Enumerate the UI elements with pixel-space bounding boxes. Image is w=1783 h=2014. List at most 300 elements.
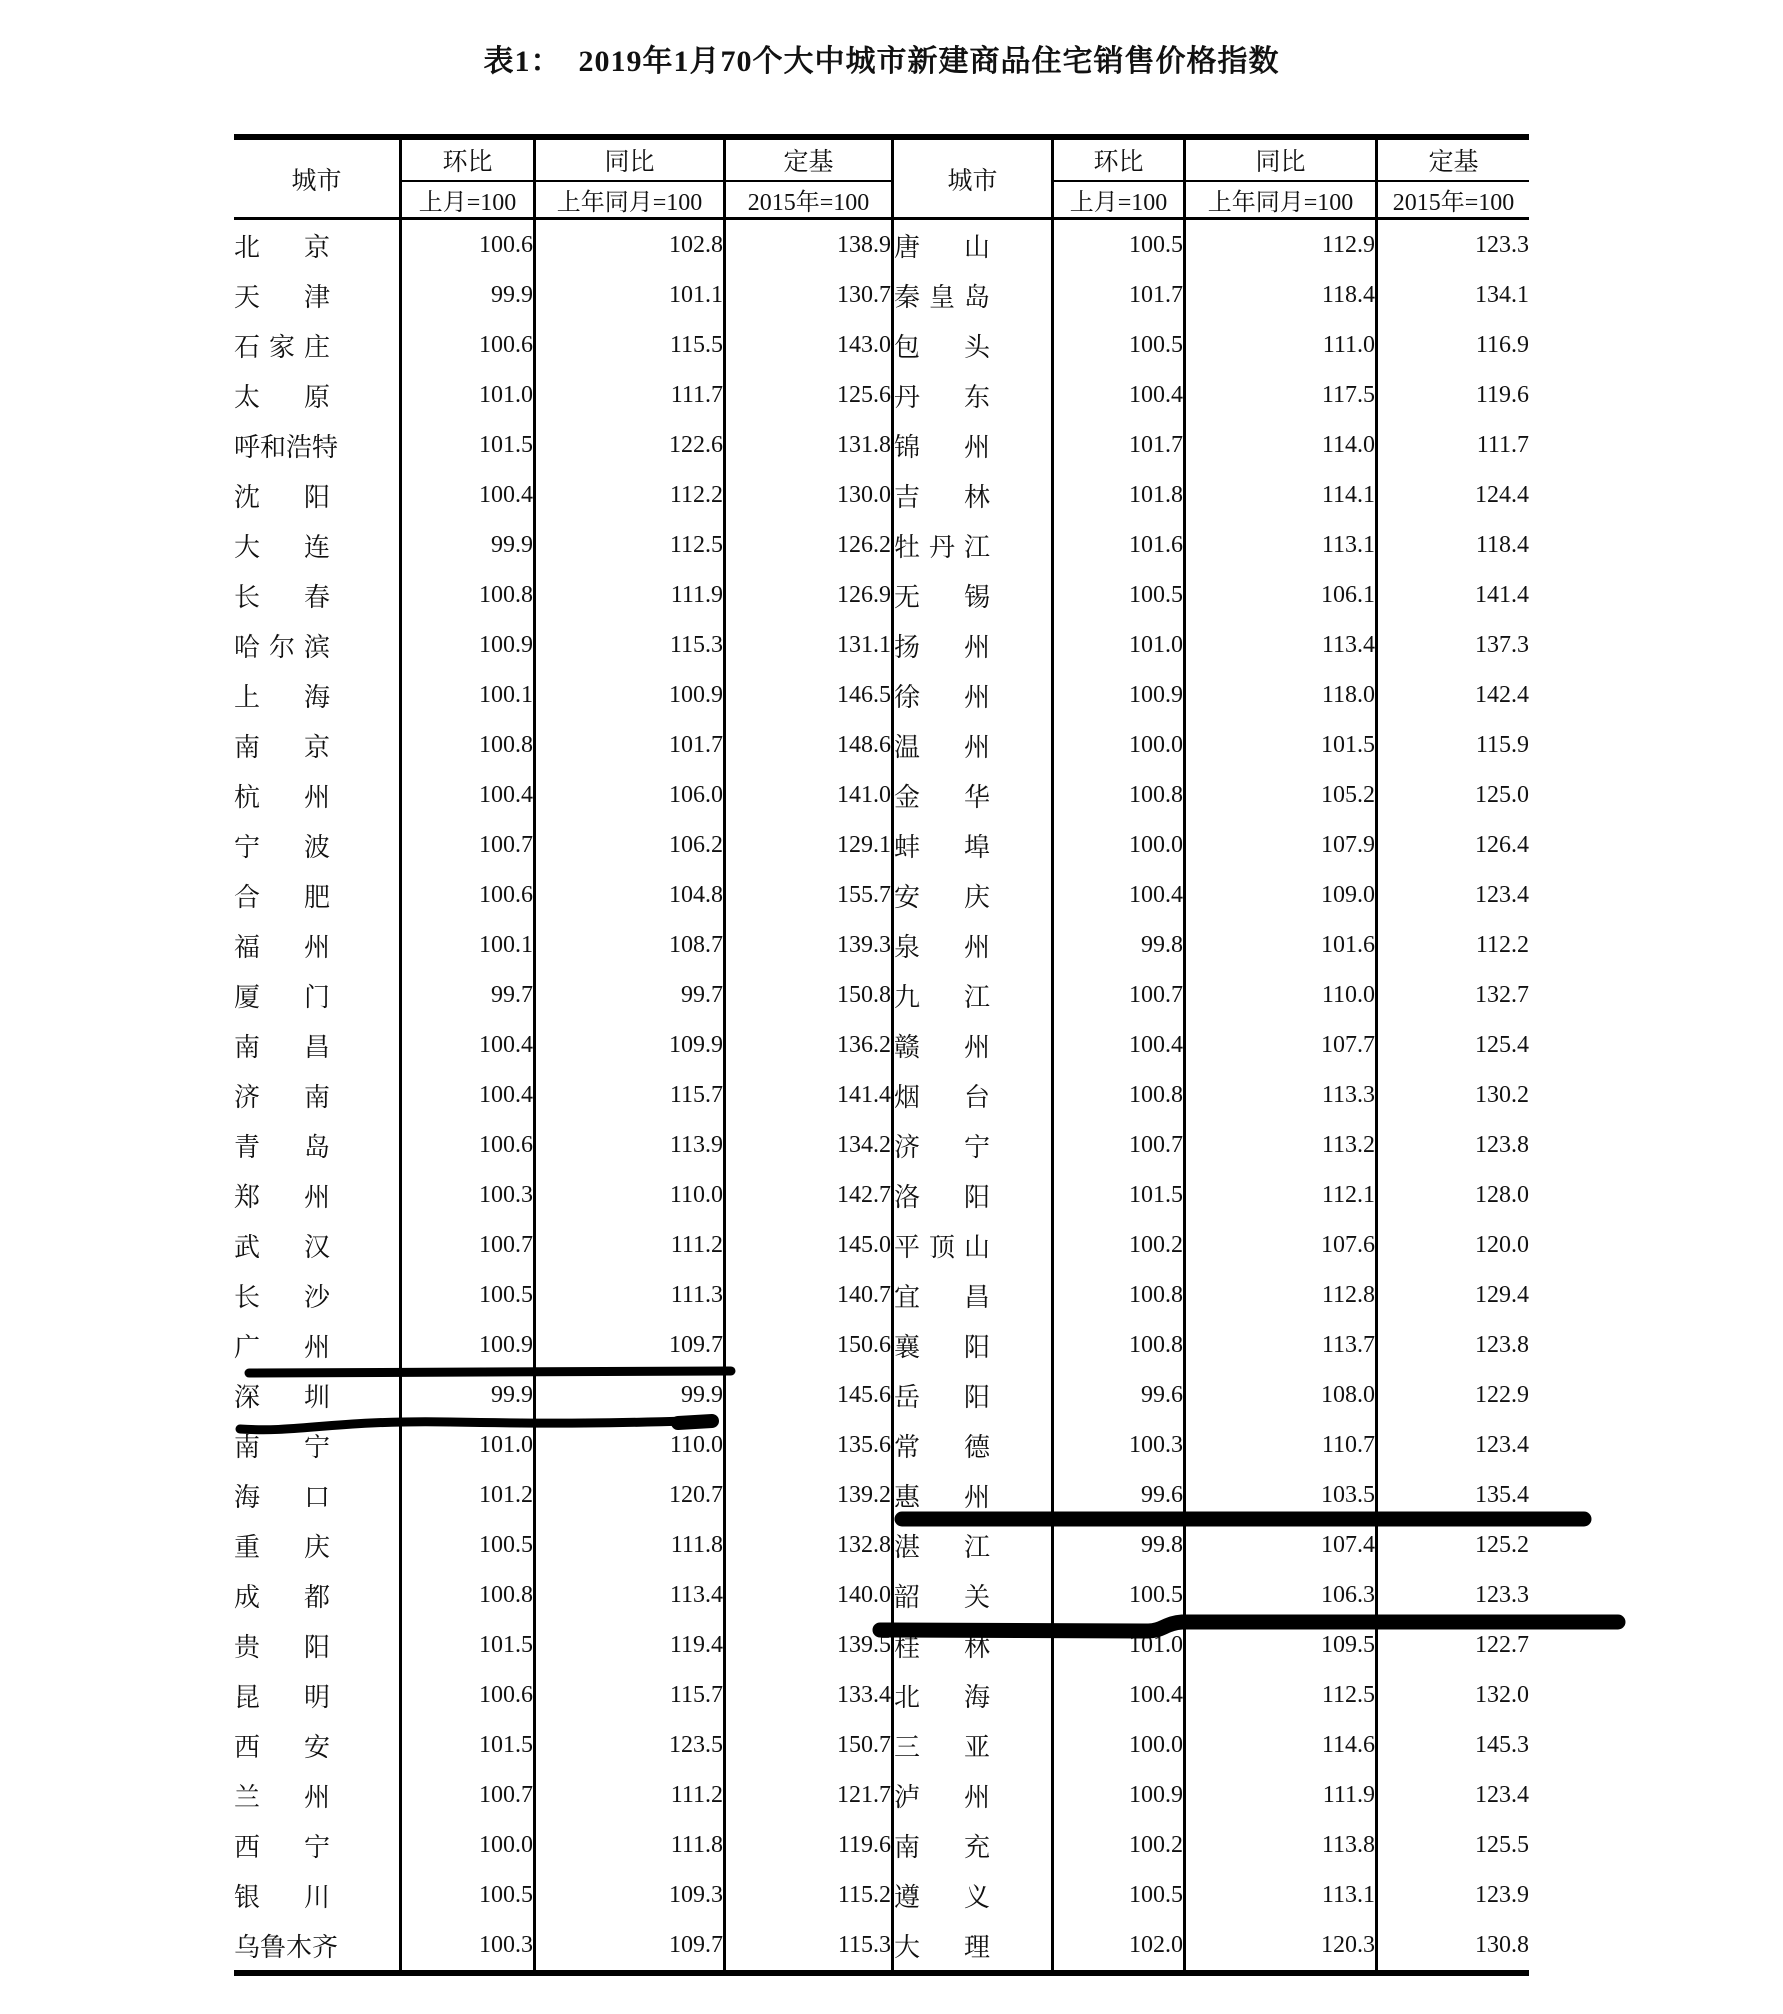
base-cell-right: 132.0 [1475, 1681, 1529, 1708]
mom-cell-left: 101.5 [402, 1620, 536, 1670]
table-row [234, 820, 1529, 870]
mom-cell-left: 100.5 [402, 1870, 536, 1920]
city-cell-left [234, 1370, 402, 1420]
yoy-cell-left: 115.7 [536, 1670, 726, 1720]
subheader-mom-right: 上月=100 [1054, 182, 1186, 220]
city-cell-right [894, 1020, 1054, 1070]
yoy-cell-left: 99.7 [536, 970, 726, 1020]
table-row [234, 1470, 1529, 1520]
base-cell-left: 125.6 [726, 370, 894, 420]
mom-cell-right: 100.7 [1054, 1120, 1186, 1170]
base-cell-right: 123.9 [1475, 1881, 1529, 1908]
city-cell-left [234, 1020, 402, 1070]
subheader-base-right: 2015年=100 [1378, 182, 1529, 220]
base-cell-left: 134.2 [726, 1120, 894, 1170]
city-cell-right [894, 670, 1054, 720]
base-cell-right: 125.2 [1475, 1531, 1529, 1558]
city-cell-left [234, 1920, 402, 1970]
base-cell-left: 145.0 [726, 1220, 894, 1270]
city-cell-left [234, 770, 402, 820]
city-name: 乌鲁木齐 [234, 1932, 339, 1962]
city-name: 九江 [894, 982, 990, 1012]
yoy-cell-right: 118.0 [1186, 670, 1378, 720]
city-cell-left [234, 1170, 402, 1220]
yoy-cell-left: 101.7 [536, 720, 726, 770]
mom-cell-left: 100.0 [402, 1820, 536, 1870]
base-cell-left: 130.0 [726, 470, 894, 520]
mom-cell-left: 100.5 [402, 1520, 536, 1570]
mom-cell-right: 100.5 [1054, 320, 1186, 370]
yoy-cell-left: 111.2 [536, 1770, 726, 1820]
city-cell-right [894, 720, 1054, 770]
header-yoy-right: 同比 [1186, 140, 1378, 182]
mom-cell-left: 101.0 [402, 370, 536, 420]
mom-cell-right: 101.0 [1054, 1620, 1186, 1670]
city-cell-left [234, 570, 402, 620]
yoy-cell-right: 109.0 [1186, 870, 1378, 920]
city-cell-left [234, 1070, 402, 1120]
mom-cell-right: 100.0 [1054, 720, 1186, 770]
base-cell-right: 134.1 [1475, 281, 1529, 308]
base-cell-left: 126.2 [726, 520, 894, 570]
table-row [234, 470, 1529, 520]
city-name: 天津 [234, 282, 330, 312]
city-name: 北海 [894, 1682, 990, 1712]
base-cell-right: 123.8 [1475, 1331, 1529, 1358]
base-cell-left: 131.1 [726, 620, 894, 670]
city-cell-left [234, 420, 402, 470]
base-cell-right: 123.4 [1475, 881, 1529, 908]
yoy-cell-right: 110.0 [1186, 970, 1378, 1020]
city-name: 济南 [234, 1082, 330, 1112]
city-name: 广州 [234, 1332, 330, 1362]
city-name: 银川 [234, 1882, 330, 1912]
table-row [234, 970, 1529, 1020]
subheader-yoy-right: 上年同月=100 [1186, 182, 1378, 220]
base-cell-left: 141.0 [726, 770, 894, 820]
yoy-cell-right: 114.6 [1186, 1720, 1378, 1770]
base-cell-left: 141.4 [726, 1070, 894, 1120]
table-row [234, 1320, 1529, 1370]
base-cell-left: 132.8 [726, 1520, 894, 1570]
city-cell-left [234, 1570, 402, 1620]
yoy-cell-right: 108.0 [1186, 1370, 1378, 1420]
base-cell-right: 115.9 [1475, 731, 1529, 758]
city-name: 南昌 [234, 1032, 330, 1062]
city-cell-left [234, 470, 402, 520]
yoy-cell-right: 112.9 [1186, 220, 1378, 270]
city-name: 惠州 [894, 1482, 990, 1512]
price-index-table [234, 134, 1529, 1976]
yoy-cell-right: 114.0 [1186, 420, 1378, 470]
table-row [234, 1870, 1529, 1920]
city-cell-left [234, 970, 402, 1020]
yoy-cell-left: 110.0 [536, 1420, 726, 1470]
city-cell-left [234, 870, 402, 920]
base-cell-left: 115.2 [726, 1870, 894, 1920]
city-cell-left [234, 1120, 402, 1170]
city-cell-right [894, 1820, 1054, 1870]
city-name: 赣州 [894, 1032, 990, 1062]
base-cell-right: 125.0 [1475, 781, 1529, 808]
table-row [234, 770, 1529, 820]
city-name: 扬州 [894, 632, 990, 662]
city-cell-right [894, 1770, 1054, 1820]
city-name: 宁波 [234, 832, 330, 862]
city-cell-left [234, 320, 402, 370]
base-cell-right: 141.4 [1475, 581, 1529, 608]
table-row [234, 670, 1529, 720]
city-cell-left [234, 1670, 402, 1720]
mom-cell-left: 100.8 [402, 570, 536, 620]
mom-cell-left: 100.4 [402, 1020, 536, 1070]
yoy-cell-right: 110.7 [1186, 1420, 1378, 1470]
table-row [234, 220, 1529, 270]
base-cell-left: 133.4 [726, 1670, 894, 1720]
city-cell-right [894, 1470, 1054, 1520]
mom-cell-right: 101.5 [1054, 1170, 1186, 1220]
mom-cell-left: 100.7 [402, 1220, 536, 1270]
mom-cell-right: 99.8 [1054, 1520, 1186, 1570]
city-name: 哈尔滨 [234, 632, 330, 662]
city-cell-left [234, 1220, 402, 1270]
mom-cell-right: 101.6 [1054, 520, 1186, 570]
yoy-cell-left: 106.0 [536, 770, 726, 820]
base-cell-right: 116.9 [1475, 331, 1529, 358]
city-cell-right [894, 870, 1054, 920]
base-cell-left: 148.6 [726, 720, 894, 770]
base-cell-right: 119.6 [1475, 381, 1529, 408]
base-cell-right: 124.4 [1475, 481, 1529, 508]
page-title: 表1： 2019年1月70个大中城市新建商品住宅销售价格指数 [483, 45, 1280, 78]
city-cell-right [894, 1620, 1054, 1670]
city-name: 西宁 [234, 1832, 330, 1862]
yoy-cell-right: 106.1 [1186, 570, 1378, 620]
base-cell-right: 130.2 [1475, 1081, 1529, 1108]
base-cell-right: 118.4 [1475, 531, 1529, 558]
city-name: 锦州 [894, 432, 990, 462]
mom-cell-left: 99.9 [402, 270, 536, 320]
base-cell-left: 115.3 [726, 1920, 894, 1970]
city-name: 洛阳 [894, 1182, 990, 1212]
header-base-left: 定基 [726, 140, 894, 182]
mom-cell-left: 100.9 [402, 1320, 536, 1370]
base-cell-right: 120.0 [1475, 1231, 1529, 1258]
base-cell-left: 131.8 [726, 420, 894, 470]
base-cell-left: 143.0 [726, 320, 894, 370]
mom-cell-left: 100.6 [402, 1120, 536, 1170]
yoy-cell-left: 111.8 [536, 1520, 726, 1570]
subheader-base-left: 2015年=100 [726, 182, 894, 220]
yoy-cell-left: 115.7 [536, 1070, 726, 1120]
yoy-cell-left: 99.9 [536, 1370, 726, 1420]
header-row-sub [234, 182, 1529, 220]
yoy-cell-right: 107.7 [1186, 1020, 1378, 1070]
yoy-cell-left: 122.6 [536, 420, 726, 470]
yoy-cell-left: 113.4 [536, 1570, 726, 1620]
city-name: 西安 [234, 1732, 330, 1762]
city-cell-right [894, 1070, 1054, 1120]
mom-cell-left: 100.8 [402, 720, 536, 770]
base-cell-left: 146.5 [726, 670, 894, 720]
city-name: 岳阳 [894, 1382, 990, 1412]
mom-cell-left: 100.6 [402, 220, 536, 270]
mom-cell-right: 100.9 [1054, 1770, 1186, 1820]
mom-cell-right: 100.5 [1054, 1570, 1186, 1620]
mom-cell-right: 101.7 [1054, 420, 1186, 470]
mom-cell-right: 102.0 [1054, 1920, 1186, 1970]
mom-cell-left: 100.4 [402, 770, 536, 820]
table-body [234, 220, 1529, 1970]
city-name: 武汉 [234, 1232, 330, 1262]
city-cell-right [894, 1220, 1054, 1270]
city-name: 长沙 [234, 1282, 330, 1312]
city-name: 贵阳 [234, 1632, 330, 1662]
city-cell-right [894, 1370, 1054, 1420]
city-name: 秦皇岛 [894, 282, 990, 312]
mom-cell-right: 100.2 [1054, 1220, 1186, 1270]
subheader-mom-left: 上月=100 [402, 182, 536, 220]
yoy-cell-left: 109.7 [536, 1920, 726, 1970]
header-base-right: 定基 [1378, 140, 1529, 182]
yoy-cell-left: 115.5 [536, 320, 726, 370]
city-name: 温州 [894, 732, 990, 762]
base-cell-left: 150.8 [726, 970, 894, 1020]
city-cell-left [234, 1320, 402, 1370]
yoy-cell-left: 104.8 [536, 870, 726, 920]
yoy-cell-left: 100.9 [536, 670, 726, 720]
table-row [234, 520, 1529, 570]
base-cell-left: 135.6 [726, 1420, 894, 1470]
base-cell-right: 142.4 [1475, 681, 1529, 708]
yoy-cell-right: 111.0 [1186, 320, 1378, 370]
city-cell-left [234, 220, 402, 270]
yoy-cell-left: 111.9 [536, 570, 726, 620]
table-row [234, 1770, 1529, 1820]
mom-cell-left: 100.7 [402, 820, 536, 870]
mom-cell-left: 99.9 [402, 1370, 536, 1420]
yoy-cell-left: 119.4 [536, 1620, 726, 1670]
table-row [234, 1070, 1529, 1120]
table-row [234, 720, 1529, 770]
yoy-cell-left: 115.3 [536, 620, 726, 670]
city-name: 韶关 [894, 1582, 990, 1612]
city-cell-left [234, 670, 402, 720]
city-cell-left [234, 1470, 402, 1520]
yoy-cell-right: 112.1 [1186, 1170, 1378, 1220]
city-name: 济宁 [894, 1132, 990, 1162]
city-cell-left [234, 270, 402, 320]
header-yoy-left: 同比 [536, 140, 726, 182]
base-cell-right: 126.4 [1475, 831, 1529, 858]
mom-cell-left: 100.9 [402, 620, 536, 670]
city-name: 牡丹江 [894, 532, 990, 562]
city-name: 金华 [894, 782, 990, 812]
city-name: 三亚 [894, 1732, 990, 1762]
city-name: 唐山 [894, 232, 990, 262]
city-cell-right [894, 470, 1054, 520]
base-cell-right: 130.8 [1475, 1931, 1529, 1958]
mom-cell-right: 100.3 [1054, 1420, 1186, 1470]
city-name: 上海 [234, 682, 330, 712]
city-cell-left [234, 1770, 402, 1820]
city-cell-left [234, 520, 402, 570]
yoy-cell-left: 110.0 [536, 1170, 726, 1220]
mom-cell-right: 100.4 [1054, 1670, 1186, 1720]
base-cell-left: 126.9 [726, 570, 894, 620]
table-row [234, 320, 1529, 370]
header-mom-left: 环比 [402, 140, 536, 182]
table-row [234, 1370, 1529, 1420]
yoy-cell-left: 112.2 [536, 470, 726, 520]
base-cell-left: 130.7 [726, 270, 894, 320]
city-cell-right [894, 420, 1054, 470]
mom-cell-right: 99.6 [1054, 1470, 1186, 1520]
yoy-cell-right: 103.5 [1186, 1470, 1378, 1520]
base-cell-right: 111.7 [1476, 431, 1529, 458]
base-cell-right: 123.8 [1475, 1131, 1529, 1158]
table-row [234, 1920, 1529, 1970]
base-cell-right: 125.5 [1475, 1831, 1529, 1858]
city-name: 杭州 [234, 782, 330, 812]
city-name: 徐州 [894, 682, 990, 712]
table-row [234, 1120, 1529, 1170]
base-cell-right: 135.4 [1475, 1481, 1529, 1508]
mom-cell-left: 100.1 [402, 920, 536, 970]
mom-cell-right: 100.7 [1054, 970, 1186, 1020]
table-row [234, 1170, 1529, 1220]
city-name: 大理 [894, 1932, 990, 1962]
mom-cell-right: 100.8 [1054, 770, 1186, 820]
city-cell-right [894, 770, 1054, 820]
mom-cell-right: 100.8 [1054, 1320, 1186, 1370]
city-name: 湛江 [894, 1532, 990, 1562]
city-cell-right [894, 970, 1054, 1020]
yoy-cell-right: 112.5 [1186, 1670, 1378, 1720]
city-cell-left [234, 720, 402, 770]
mom-cell-right: 101.8 [1054, 470, 1186, 520]
base-cell-right: 128.0 [1475, 1181, 1529, 1208]
city-cell-right [894, 1870, 1054, 1920]
yoy-cell-right: 113.2 [1186, 1120, 1378, 1170]
yoy-cell-left: 102.8 [536, 220, 726, 270]
subheader-yoy-left: 上年同月=100 [536, 182, 726, 220]
mom-cell-left: 100.6 [402, 870, 536, 920]
mom-cell-right: 101.0 [1054, 620, 1186, 670]
city-name: 沈阳 [234, 482, 330, 512]
yoy-cell-left: 123.5 [536, 1720, 726, 1770]
base-cell-right: 123.3 [1475, 1581, 1529, 1608]
city-name: 常德 [894, 1432, 990, 1462]
table-row [234, 420, 1529, 470]
mom-cell-right: 100.8 [1054, 1070, 1186, 1120]
yoy-cell-left: 111.7 [536, 370, 726, 420]
city-cell-left [234, 1720, 402, 1770]
city-name: 厦门 [234, 982, 330, 1012]
base-cell-right: 125.4 [1475, 1031, 1529, 1058]
city-name: 遵义 [894, 1882, 990, 1912]
mom-cell-right: 100.5 [1054, 220, 1186, 270]
base-cell-left: 142.7 [726, 1170, 894, 1220]
base-cell-right: 122.7 [1475, 1631, 1529, 1658]
mom-cell-left: 100.3 [402, 1170, 536, 1220]
yoy-cell-right: 107.6 [1186, 1220, 1378, 1270]
base-cell-left: 136.2 [726, 1020, 894, 1070]
base-cell-left: 139.3 [726, 920, 894, 970]
city-cell-right [894, 1320, 1054, 1370]
city-cell-left [234, 1870, 402, 1920]
city-name: 呼和浩特 [234, 432, 339, 462]
yoy-cell-left: 113.9 [536, 1120, 726, 1170]
yoy-cell-right: 105.2 [1186, 770, 1378, 820]
base-cell-left: 150.7 [726, 1720, 894, 1770]
base-cell-left: 121.7 [726, 1770, 894, 1820]
header-city-right: 城市 [894, 140, 1054, 220]
city-name: 无锡 [894, 582, 990, 612]
mom-cell-left: 100.4 [402, 1070, 536, 1120]
yoy-cell-right: 107.4 [1186, 1520, 1378, 1570]
city-name: 昆明 [234, 1682, 330, 1712]
city-cell-left [234, 820, 402, 870]
base-cell-left: 155.7 [726, 870, 894, 920]
table-row [234, 370, 1529, 420]
mom-cell-right: 100.8 [1054, 1270, 1186, 1320]
table-row [234, 620, 1529, 670]
mom-cell-right: 101.7 [1054, 270, 1186, 320]
base-cell-left: 150.6 [726, 1320, 894, 1370]
table-row [234, 570, 1529, 620]
city-cell-right [894, 520, 1054, 570]
city-cell-right [894, 1570, 1054, 1620]
city-cell-left [234, 1420, 402, 1470]
table-row [234, 1420, 1529, 1470]
city-cell-left [234, 370, 402, 420]
header-row-main [234, 140, 1529, 182]
base-cell-right: 132.7 [1475, 981, 1529, 1008]
base-cell-right: 137.3 [1475, 631, 1529, 658]
city-cell-right [894, 370, 1054, 420]
city-cell-right [894, 320, 1054, 370]
table-row [234, 1620, 1529, 1670]
city-cell-right [894, 1420, 1054, 1470]
mom-cell-right: 100.5 [1054, 570, 1186, 620]
mom-cell-right: 100.2 [1054, 1820, 1186, 1870]
city-cell-right [894, 270, 1054, 320]
city-cell-left [234, 1620, 402, 1670]
city-cell-right [894, 1170, 1054, 1220]
city-name: 大连 [234, 532, 330, 562]
city-cell-left [234, 1270, 402, 1320]
city-name: 成都 [234, 1582, 330, 1612]
city-name: 南宁 [234, 1432, 330, 1462]
yoy-cell-left: 111.3 [536, 1270, 726, 1320]
yoy-cell-right: 113.8 [1186, 1820, 1378, 1870]
table-row [234, 1520, 1529, 1570]
city-cell-left [234, 1820, 402, 1870]
mom-cell-left: 101.5 [402, 1720, 536, 1770]
yoy-cell-right: 117.5 [1186, 370, 1378, 420]
base-cell-right: 145.3 [1475, 1731, 1529, 1758]
yoy-cell-right: 118.4 [1186, 270, 1378, 320]
city-name: 海口 [234, 1482, 330, 1512]
mom-cell-left: 101.0 [402, 1420, 536, 1470]
table-row [234, 1570, 1529, 1620]
base-cell-left: 129.1 [726, 820, 894, 870]
city-cell-right [894, 1520, 1054, 1570]
yoy-cell-right: 107.9 [1186, 820, 1378, 870]
mom-cell-left: 100.4 [402, 470, 536, 520]
mom-cell-left: 101.2 [402, 1470, 536, 1520]
